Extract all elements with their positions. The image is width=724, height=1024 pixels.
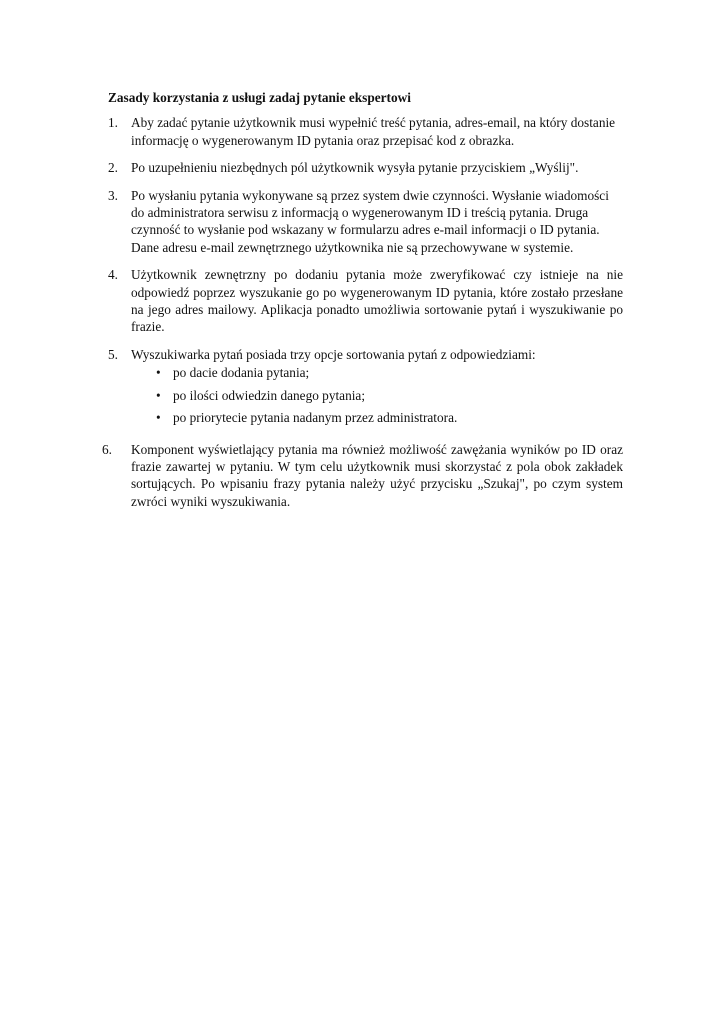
bullet-item bbox=[131, 387, 623, 404]
list-item-text: Użytkownik zewnętrzny po dodaniu pytania może zweryfikować czy istnieje na nie odpowiedź poprzez wyszukanie go po wygenerowanym ID pytania, które zostało przesłane na jego adres mailowy. Aplikacja ponadto umożliwia sortowanie pytań i wyszukiwanie po frazie. bbox=[131, 267, 623, 335]
bullet-item bbox=[131, 409, 623, 426]
sorting-options-list bbox=[131, 364, 623, 426]
list-item-4 bbox=[108, 266, 623, 336]
list-item-number: 4. bbox=[108, 267, 118, 283]
bullet-item-text: po dacie dodania pytania; bbox=[173, 365, 310, 381]
bullet-item-text: po ilości odwiedzin danego pytania; bbox=[173, 387, 366, 403]
list-item-text: Wyszukiwarka pytań posiada trzy opcje sortowania pytań z odpowiedziami: bbox=[131, 346, 536, 362]
list-item-number: 3. bbox=[108, 187, 118, 203]
bullet-item-text: po priorytecie pytania nadanym przez administratora. bbox=[173, 410, 458, 426]
list-item-number: 6. bbox=[102, 441, 112, 457]
bullet-icon: • bbox=[156, 365, 161, 381]
list-item-text: Komponent wyświetlający pytania ma również możliwość zawężania wyników po ID oraz frazie zawartej w pytaniu. W tym celu użytkownik musi skorzystać z pola obok zakładek sortujących. Po wpisaniu frazy pytania należy użyć przycisku „Szukaj", po czym system zwróci wyniki wyszukiwania. bbox=[131, 441, 623, 509]
list-item-1 bbox=[108, 114, 623, 149]
list-item-text: Aby zadać pytanie użytkownik musi wypełnić treść pytania, adres-email, na który dostanie informację o wygenerowanym ID pytania oraz przepisać kod z obrazka. bbox=[131, 115, 616, 148]
list-item-text: Po uzupełnieniu niezbędnych pól użytkownik wysyła pytanie przyciskiem „Wyślij". bbox=[131, 160, 579, 176]
list-item-number: 2. bbox=[108, 160, 118, 176]
list-item-number: 1. bbox=[108, 115, 118, 131]
list-item-2 bbox=[108, 159, 623, 176]
bullet-item bbox=[131, 364, 623, 381]
document-title: Zasady korzystania z usługi zadaj pytanie ekspertowi bbox=[108, 90, 411, 105]
bullet-icon: • bbox=[156, 387, 161, 403]
list-item-text: Po wysłaniu pytania wykonywane są przez system dwie czynności. Wysłanie wiadomości do administratora serwisu z informacją o wygenerowanym ID i treścią pytania. Druga czynność to wysłanie pod wskazany w formularzu adres e-mail informacji o ID pytania. Dane adresu e-mail zewnętrznego użytkownika nie są przechowywane w systemie. bbox=[131, 187, 609, 255]
list-item-5 bbox=[108, 346, 623, 427]
bullet-icon: • bbox=[156, 410, 161, 426]
list-item-3 bbox=[108, 187, 623, 257]
list-item-6 bbox=[102, 441, 623, 511]
document-body bbox=[102, 89, 623, 520]
list-item-number: 5. bbox=[108, 346, 118, 362]
